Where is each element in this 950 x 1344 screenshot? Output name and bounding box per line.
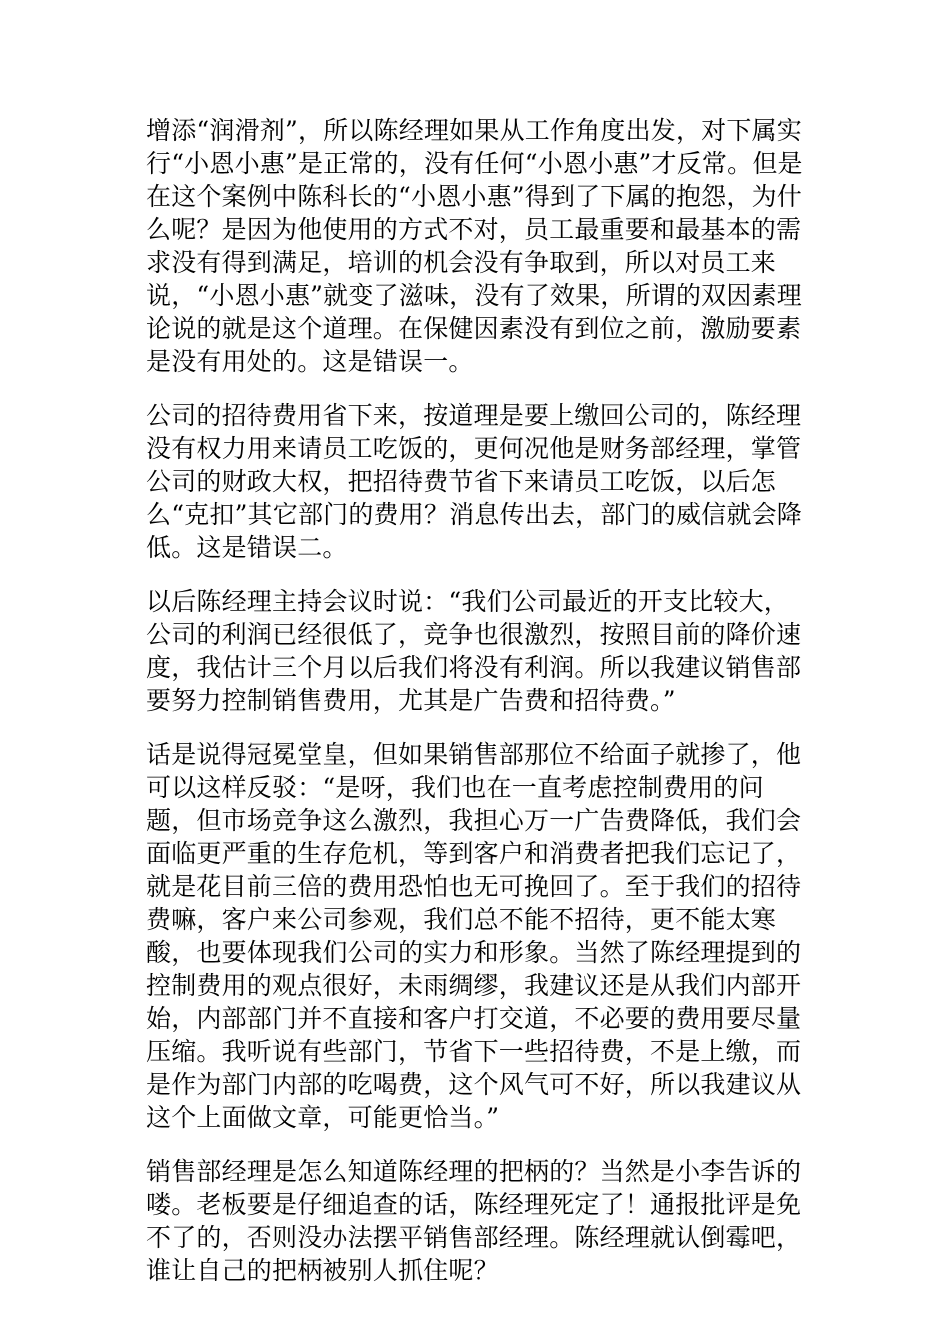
document-body (146, 114, 806, 1308)
paragraph-2: 公司的招待费用省下来，按道理是要上缴回公司的，陈经理没有权力用来请员工吃饭的，更何况他是财务部经理，掌管公司的财政大权，把招待费节省下来请员工吃饭，以后怎么“克扣”其它部门的费用？消息传出去，部门的威信就会降低。这是错误二。 (146, 401, 802, 562)
paragraph-3: 以后陈经理主持会议时说：“我们公司最近的开支比较大，公司的利润已经很低了，竞争也很激烈，按照目前的降价速度，我估计三个月以后我们将没有利润。所以我建议销售部要努力控制销售费用，尤其是广告费和招待费。” (146, 587, 802, 715)
paragraph-1: 增添“润滑剂”，所以陈经理如果从工作角度出发，对下属实行“小恩小惠”是正常的，没有任何“小恩小惠”才反常。但是在这个案例中陈科长的“小恩小惠”得到了下属的抱怨，为什么呢？是因为他使用的方式不对，员工最重要和最基本的需求没有得到满足，培训的机会没有争取到，所以对员工来说，“小恩小惠”就变了滋味，没有了效果，所谓的双因素理论说的就是这个道理。在保健因素没有到位之前，激励要素是没有用处的。这是错误一。 (146, 116, 803, 376)
paragraph-4: 话是说得冠冕堂皇，但如果销售部那位不给面子就掺了，他可以这样反驳：“是呀，我们也在一直考虑控制费用的问题，但市场竞争这么激烈，我担心万一广告费降低，我们会面临更严重的生存危机，等到客户和消费者把我们忘记了，就是花目前三倍的费用恐怕也无可挽回了。至于我们的招待费嘛，客户来公司参观，我们总不能不招待，更不能太寒酸，也要体现我们公司的实力和形象。当然了陈经理提到的控制费用的观点很好，未雨绸缪，我建议还是从我们内部开始，内部部门并不直接和客户打交道，不必要的费用要尽量压缩。我听说有些部门，节省下一些招待费，不是上缴，而是作为部门内部的吃喝费，这个风气可不好，所以我建议从这个上面做文章，可能更恰当。” (146, 740, 802, 1132)
paragraph-5: 销售部经理是怎么知道陈经理的把柄的？当然是小李告诉的喽。老板要是仔细追查的话，陈经理死定了！通报批评是免不了的，否则没办法摆平销售部经理。陈经理就认倒霉吧，谁让自己的把柄被别人抓住呢？ (146, 1157, 802, 1285)
